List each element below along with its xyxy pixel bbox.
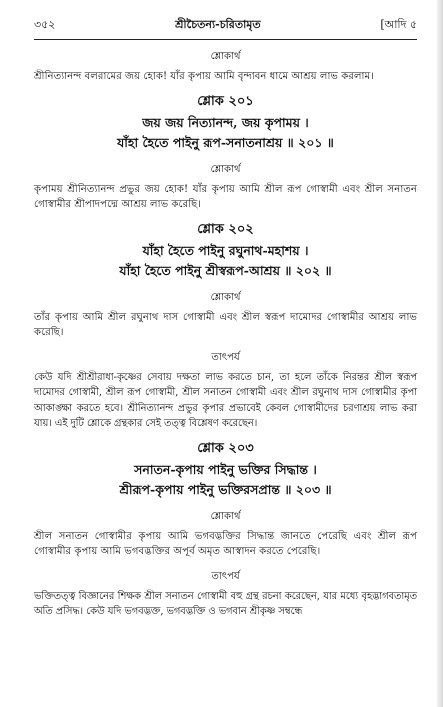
translation-text: কৃপাময় শ্রীনিত্যানন্দ প্রভুর জয় হোক! যাঁর কৃপায় আমি শ্রীল রূপ গোস্বামী এবং শ্রীল সনাতন গোস্বামীর শ্রীপাদপদ্মে আশ্রয় লাভ করেছি। [34,183,417,210]
translation-heading: শ্লোকার্থ [210,51,241,62]
page-number: ৩৫২ [34,18,56,31]
purport-text: ভক্তিতত্ত্ব বিজ্ঞানের শিক্ষক শ্রীল সনাতন গোস্বামী বহু গ্রন্থ রচনা করেছেন, যার মধ্যে বৃহদ্ভাগবতামৃত অতি প্রসিদ্ধ। কেউ যদি ভগবদ্ভক্ত, ভগবদ্ভক্তি ও ভগবান শ্রীকৃষ্ণ সম্বন্ধে [34,590,417,617]
book-title: শ্রীচৈতন্য-চরিতামৃত [175,18,261,31]
translation-text: শ্রীল সনাতন গোস্বামীর কৃপায় আমি ভগবদ্ভক্তির সিদ্ধান্ত জানতে পেরেছি এবং শ্রীল রূপ গোস্বামীর কৃপায় আমি ভগবদ্ভক্তির অপূর্ব অমৃত আস্বাদন করতে পেরেছি। [34,530,417,557]
purport-text: কেউ যদি শ্রীশ্রীরাধা-কৃষ্ণের সেবায় দক্ষতা লাভ করতে চান, তা হলে তাঁকে নিরন্তর শ্রীল স্বরূপ দামোদর গোস্বামী, শ্রীল রূপ গোস্বামী, শ্রীল সনাতন গোস্বামী এবং শ্রীল রঘুনাথ দাস গোস্বামীর কৃপা আকাঙ্ক্ষা করতে হবে। শ্রীনিত্যানন্দ প্রভুর কৃপার প্রভাবেই কেবল গোস্বামীদের চরণাশ্রয় লাভ করা যায়। এই দুটি শ্লোকে গ্রন্থকার সেই তত্ত্ব বিশ্লেষণ করেছেন। [34,371,417,429]
verse-line: যাঁহা হৈতে পাইনু শ্রীস্বরূপ-আশ্রয় ॥ ২০২ ॥ [119,262,332,278]
translation-heading: শ্লোকার্থ [210,163,241,175]
content [34,49,417,620]
verse-number: শ্লোক ২০২ [197,221,254,237]
verse-line: শ্রীরূপ-কৃপায় পাইনু ভক্তিরসপ্রান্ত ॥ ২০৩ ॥ [119,481,332,497]
translation-heading: শ্লোকার্থ [210,291,241,303]
verse-line: সনাতন-কৃপায় পাইনু ভক্তির সিদ্ধান্ত । [134,461,317,477]
running-head [34,0,417,35]
purport-heading: তাৎপর্য [211,570,240,582]
verse-number: শ্লোক ২০১ [197,93,254,109]
verse-text [34,241,417,281]
verse-line: জয় জয় নিত্যানন্দ, জয় কৃপাময় । [142,114,309,130]
header-rule [34,39,417,40]
section-marker: [আদি ৫ [380,18,417,31]
purport-heading: তাৎপর্য [211,351,240,363]
translation-text: তাঁর কৃপায় আমি শ্রীল রঘুনাথ দাস গোস্বামী এবং শ্রীল স্বরূপ দামোদর গোস্বামীর আশ্রয় লাভ করেছি। [34,311,417,338]
verse-line: যাঁহা হৈতে পাইনু রূপ-সনাতনাশ্রয় ॥ ২০১ ॥ [117,134,334,150]
verse-text [34,460,417,500]
page-edge-shadow [437,0,443,707]
verse-line: যাঁহা হৈতে পাইনু রঘুনাথ-মহাশয় । [142,242,309,258]
translation-text: শ্রীনিত্যানন্দ বলরামের জয় হোক! যাঁর কৃপায় আমি বৃন্দাবন ধামে আশ্রয় লাভ করলাম। [34,71,374,82]
verse-text [34,113,417,153]
translation-heading: শ্লোকার্থ [210,510,241,522]
verse-number: শ্লোক ২০৩ [197,440,254,456]
